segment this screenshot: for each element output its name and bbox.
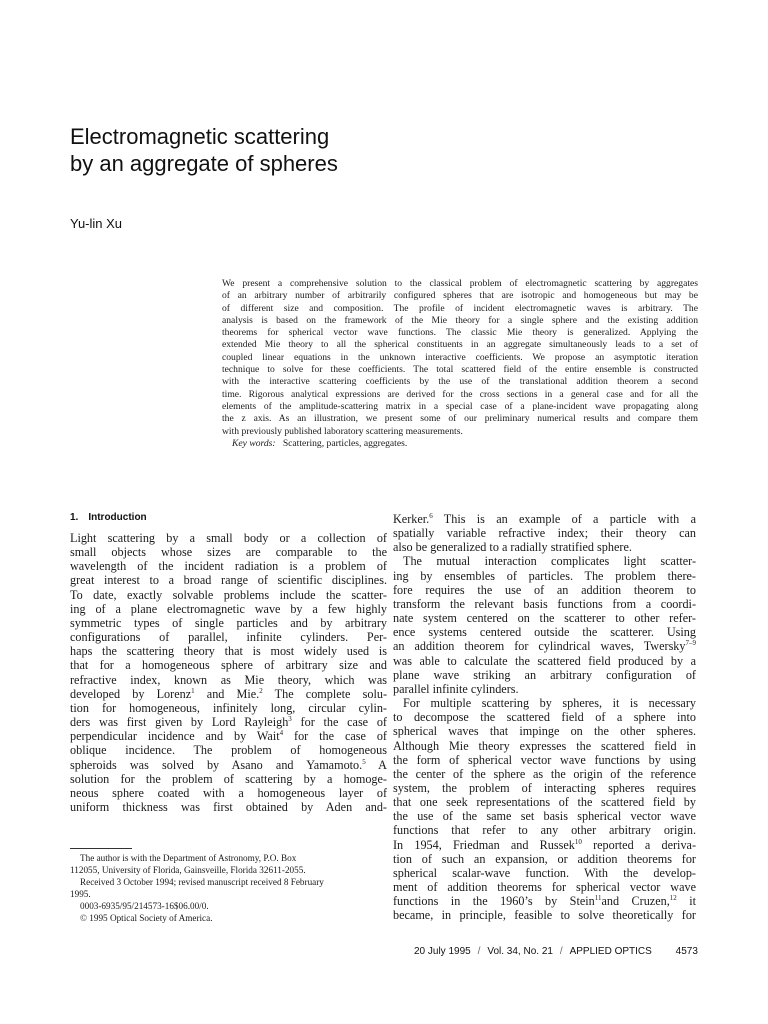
abstract-line: of an arbitrary number of arbitrarily configured spheres that are isotropic and homogeneous but may be bbox=[222, 290, 698, 302]
body-line bbox=[70, 729, 387, 743]
citation-superscript: 6 bbox=[429, 512, 433, 520]
page-footer bbox=[414, 946, 698, 957]
body-line: tion for homogeneous, infinitely long, circular cylin- bbox=[70, 700, 387, 715]
body-line: small objects whose sizes are comparable to the bbox=[70, 545, 387, 560]
body-line: haps the scattering theory that is most widely used is bbox=[70, 644, 387, 659]
body-text: Kerker. bbox=[393, 512, 430, 526]
abstract bbox=[222, 278, 698, 450]
body-line: tion of such an expansion, or addition theorems for bbox=[393, 851, 696, 866]
body-line bbox=[70, 687, 387, 701]
citation-superscript: 11 bbox=[594, 894, 602, 903]
body-text: A bbox=[365, 757, 387, 772]
footnote-line: © 1995 Optical Society of America. bbox=[80, 913, 213, 923]
right-column bbox=[393, 512, 696, 923]
body-line: Although Mie theory expresses the scattered field in bbox=[393, 738, 696, 753]
abstract-line: extended Mie theory to all the spherical constituents in an aggregate simultaneously leads to a set of bbox=[222, 339, 698, 351]
abstract-line: of different size and composition. The profile of incident electromagnetic waves is arbitrary. The bbox=[222, 302, 698, 314]
body-line: the center of the sphere as the origin of the reference bbox=[393, 766, 696, 781]
body-text: for the case of bbox=[283, 729, 387, 744]
footer-separator: / bbox=[559, 946, 563, 957]
body-text: spheroids was solved by Asano and Yamamoto. bbox=[70, 757, 363, 772]
body-line: parallel infinite cylinders. bbox=[393, 681, 519, 696]
footnote-divider bbox=[70, 848, 132, 849]
body-line: spherical scalar-wave function. With the develop- bbox=[393, 865, 696, 880]
body-line: ment of addition theorems for spherical vector wave bbox=[393, 880, 696, 895]
body-line: system, the problem of interacting spheres requires bbox=[393, 780, 696, 795]
section-title: Introduction bbox=[88, 512, 147, 523]
body-line: symmetric types of single particles and by arbitrary bbox=[70, 615, 387, 630]
body-line: that for a homogeneous sphere of arbitrary size and bbox=[70, 658, 387, 673]
body-line: spatially variable refractive index; their theory can bbox=[393, 526, 696, 541]
abstract-line: time. Rigorous analytical expressions are derived for the cross sections in a general case and for all the bbox=[222, 388, 698, 400]
body-line: became, in principle, feasible to solve theoretically for bbox=[393, 908, 696, 923]
body-line: The mutual interaction complicates light scatter- bbox=[403, 554, 696, 569]
body-line bbox=[393, 512, 696, 526]
body-text: and Cruzen, bbox=[601, 894, 670, 909]
body-text: perpendicular incidence and by Wait bbox=[70, 729, 280, 744]
body-line: that one seek representations of the scattered field by bbox=[393, 795, 696, 810]
footnote-line: The author is with the Department of Astronomy, P.O. Box bbox=[80, 853, 297, 863]
footnote-line: 1995. bbox=[70, 889, 91, 899]
body-line: oblique incidence. The problem of homogeneous bbox=[70, 743, 387, 758]
body-line: solution for the problem of scattering by a homoge- bbox=[70, 771, 387, 786]
body-line: To date, exactly solvable problems include the scatter- bbox=[70, 587, 387, 602]
body-line bbox=[70, 715, 387, 729]
abstract-line: with the interactive scattering coefficients by the use of the translational addition theorem a second bbox=[222, 376, 698, 388]
body-line: neous sphere coated with a homogeneous layer of bbox=[70, 785, 387, 800]
footnotes bbox=[70, 852, 388, 924]
body-text: This is an example of a particle with a bbox=[432, 512, 696, 526]
footer-journal: APPLIED OPTICS bbox=[569, 946, 652, 957]
body-line: also be generalized to a radially stratified sphere. bbox=[393, 540, 632, 555]
body-line bbox=[70, 758, 387, 772]
body-line: functions that refer to any other arbitrary origin. bbox=[393, 823, 696, 838]
citation-superscript: 7–9 bbox=[685, 639, 696, 648]
body-line: the form of spherical vector wave functions by using bbox=[393, 752, 696, 767]
body-line: the use of the same set basis spherical vector wave bbox=[393, 809, 696, 824]
title-line: Electromagnetic scattering bbox=[70, 124, 330, 149]
citation-superscript: 5 bbox=[362, 757, 366, 766]
body-text: reported a deriva- bbox=[581, 837, 697, 852]
article-title bbox=[70, 123, 530, 177]
body-text: In 1954, Friedman and Russek bbox=[393, 837, 575, 852]
citation-superscript: 10 bbox=[574, 837, 582, 846]
abstract-line: with previously published laboratory scattering measurements. bbox=[222, 425, 463, 437]
body-text: ders was first given by Lord Rayleigh bbox=[70, 715, 289, 730]
body-line bbox=[393, 639, 696, 653]
abstract-line: theorems for spherical vector wave functions. The classic Mie theory is generalized. Applying the bbox=[222, 327, 698, 339]
body-line: ing by ensembles of particles. The problem there- bbox=[393, 568, 696, 583]
citation-superscript: 2 bbox=[259, 686, 263, 695]
citation-superscript: 3 bbox=[288, 715, 292, 724]
abstract-line: analysis is based on the framework of the Mie theory for a single sphere and the existing addition bbox=[222, 314, 698, 326]
body-line: to decompose the scattered field of a sphere into bbox=[393, 710, 696, 725]
body-line: refractive index, known as Mie theory, which was bbox=[70, 672, 387, 687]
body-text: developed by Lorenz bbox=[70, 686, 192, 701]
abstract-line: elements of the amplitude-scattering matrix in a special case of a plane-incident wave propagating along bbox=[222, 400, 698, 412]
body-line: ence systems centered outside the scatterer. Using bbox=[393, 625, 696, 640]
footer-separator: / bbox=[477, 946, 481, 957]
body-line: wavelength of the incident radiation is a problem of bbox=[70, 559, 387, 574]
left-column bbox=[70, 531, 387, 814]
body-line: Light scattering by a small body or a collection of bbox=[70, 531, 387, 545]
abstract-line: the z axis. As an illustration, we present some of our preliminary numerical results and compare them bbox=[222, 413, 698, 425]
body-line bbox=[393, 838, 696, 852]
body-line: transform the relevant basis functions from a coordi- bbox=[393, 596, 696, 611]
citation-superscript: 12 bbox=[669, 894, 677, 903]
footnote-line: 112055, University of Florida, Gainsveille, Florida 32611-2055. bbox=[70, 865, 306, 875]
abstract-line: technique to solve for these coefficients. The total scattered field of the entire ensemble is constructed bbox=[222, 364, 698, 376]
citation-superscript: 1 bbox=[191, 686, 195, 695]
author-name: Yu-lin Xu bbox=[70, 216, 123, 231]
body-text: and Mie. bbox=[194, 686, 260, 701]
body-line: was able to calculate the scattered field produced by a bbox=[393, 653, 696, 668]
footnote-line: Received 3 October 1994; revised manuscript received 8 February bbox=[80, 877, 324, 887]
body-line: spherical waves that impinge on the other spheres. bbox=[393, 724, 696, 739]
body-line: configurations of parallel, infinite cylinders. Per- bbox=[70, 630, 387, 645]
body-text: an addition theorem for cylindrical waves, Twersky bbox=[393, 639, 686, 654]
keywords-label: Key words: bbox=[232, 437, 276, 449]
abstract-line: coupled linear equations in the unknown interactive coefficients. We propose an asymptotic iteration bbox=[222, 351, 698, 363]
section-heading bbox=[70, 512, 147, 523]
body-text: functions in the 1960’s by Stein bbox=[393, 894, 595, 909]
footer-page-number: 4573 bbox=[675, 946, 698, 957]
body-text: it bbox=[676, 894, 696, 909]
body-text: for the case of bbox=[291, 715, 387, 730]
section-number: 1. bbox=[70, 512, 79, 523]
body-line: nate system centered on the scatterer to other refer- bbox=[393, 611, 696, 626]
keywords bbox=[222, 438, 698, 450]
body-text: The complete solu- bbox=[262, 686, 387, 701]
body-line: ing of a plane electromagnetic wave by a few highly bbox=[70, 601, 387, 616]
body-line: uniform thickness was first obtained by Aden and- bbox=[70, 799, 387, 814]
keywords-text: Scattering, particles, aggregates. bbox=[282, 437, 408, 449]
body-line: plane wave striking an arbitrary configuration of bbox=[393, 667, 696, 682]
body-line: For multiple scattering by spheres, it is necessary bbox=[403, 696, 696, 711]
citation-superscript: 4 bbox=[279, 729, 284, 738]
footnote-line: 0003-6935/95/214573-16$06.00/0. bbox=[80, 901, 209, 911]
body-line: fore requires the use of an addition theorem to bbox=[393, 582, 696, 597]
body-line: great interest to a broad range of scientific disciplines. bbox=[70, 573, 387, 588]
footer-date: 20 July 1995 bbox=[414, 946, 471, 957]
title-line: by an aggregate of spheres bbox=[70, 151, 338, 176]
body-line bbox=[393, 894, 696, 908]
abstract-line: We present a comprehensive solution to the classical problem of electromagnetic scattering by aggregates bbox=[222, 278, 698, 289]
footer-volume: Vol. 34, No. 21 bbox=[487, 946, 553, 957]
